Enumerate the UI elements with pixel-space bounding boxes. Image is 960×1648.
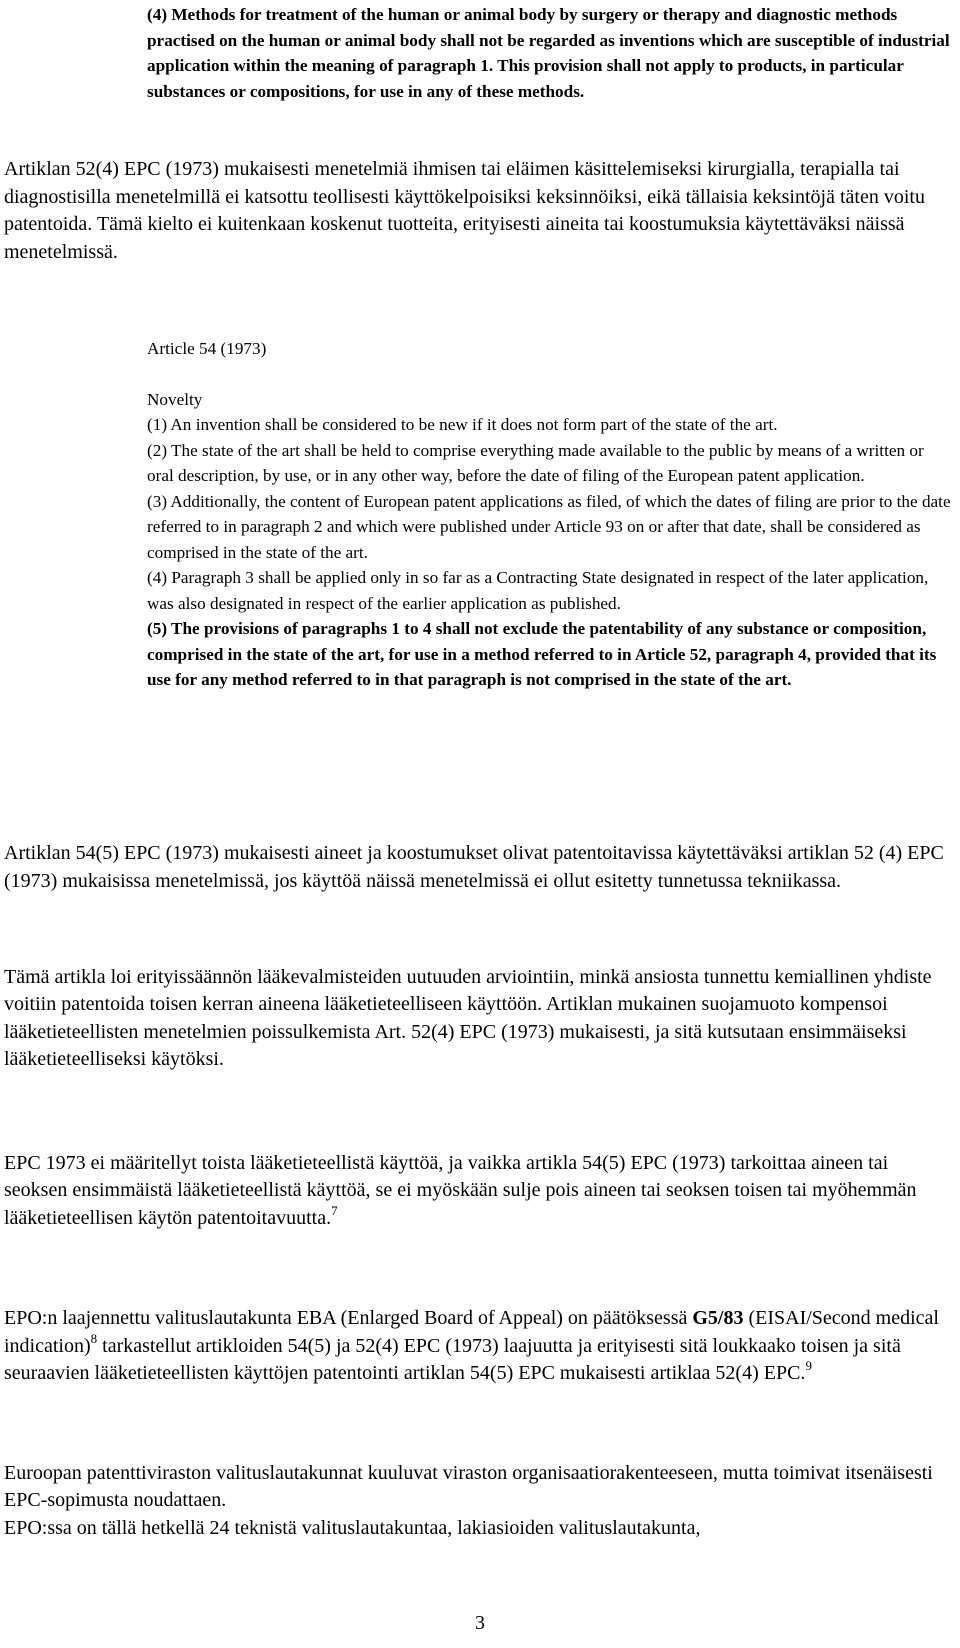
article-54-heading: Article 54 (1973): [147, 339, 267, 358]
footnote-ref-9[interactable]: 9: [805, 1358, 812, 1373]
article-54-paragraph-5: (5) The provisions of paragraphs 1 to 4 shall not exclude the patentability of any substance or composition, comprised in the state of the art, for use in a method referred to in Article 52, paragraph 4, provided that its use for any method referred to in that paragraph is not comprised in the state of the art.: [147, 619, 937, 689]
footnote-ref-8[interactable]: 8: [90, 1330, 98, 1346]
decision-reference: G5/83: [692, 1307, 744, 1329]
quote-article-54: [147, 336, 952, 693]
paragraph-article-54-5-finnish: Artiklan 54(5) EPC (1973) mukaisesti aineet ja koostumukset olivat patentoitavissa käytettäväksi artiklan 52 (4) EPC (1973) mukaisissa menetelmissä, jos käyttöä näissä menetelmissä ei ollut esitetty tunnetussa tekniikassa.: [4, 842, 944, 892]
paragraph-boards-of-appeal: [4, 1460, 954, 1542]
paragraph-enlarged-board-part-2: (EISAI/Second medical indication): [4, 1307, 939, 1357]
article-54-paragraph-2: (2) The state of the art shall be held to comprise everything made available to the public by means of a written or oral description, by use, or in any other way, before the date of filing of the European patent application.: [147, 440, 924, 485]
paragraph-boards-line-2: EPO:ssa on tällä hetkellä 24 teknistä valituslautakuntaa, lakiasioiden valituslautakunta,: [4, 1516, 701, 1539]
paragraph-special-rule: Tämä artikla loi erityissäännön lääkevalmisteiden uutuuden arviointiin, minkä ansiosta tunnettu kemiallinen yhdiste voitiin patentoida toisen kerran aineena lääketieteelliseen käyttöön. Artiklan mukainen suojamuoto kompensoi lääketieteellisten menetelmien poissulkemista Art. 52(4) EPC (1973) mukaisesti, ja sitä kutsutaan ensimmäiseksi lääketieteelliseksi käytöksi.: [4, 966, 932, 1070]
article-54-title: Novelty: [147, 389, 203, 409]
paragraph-article-52-4-finnish: Artiklan 52(4) EPC (1973) mukaisesti menetelmiä ihmisen tai eläimen käsittelemiseksi kirurgialla, terapialla tai diagnostisilla menetelmillä ei katsottu teollisesti käyttökelpoisiksi keksinnöiksi, eikä tällaisia keksintöjä täten voitu patentoida. Tämä kielto ei kuitenkaan koskenut tuotteita, erityisesti aineita tai koostumuksia käytettäväksi näissä menetelmissä.: [4, 158, 925, 263]
article-54-paragraph-3: (3) Additionally, the content of European patent applications as filed, of which the dates of filing are prior to the date referred to in paragraph 2 and which were published under Article 93 on or after that date, shall be considered as comprised in the state of the art.: [147, 491, 951, 562]
paragraph-boards-line-1: Euroopan patenttiviraston valituslautakunnat kuuluvat viraston organisaatiorakenteeseen, mutta toimivat itsenäisesti EPC-sopimusta noudattaen.: [4, 1462, 933, 1512]
quote-article-52-4: (4) Methods for treatment of the human or animal body by surgery or therapy and diagnostic methods practised on the human or animal body shall not be regarded as inventions which are susceptible of industrial application within the meaning of paragraph 1. This provision shall not apply to products, in particular substances or compositions, for use in any of these methods.: [147, 5, 950, 101]
paragraph-second-medical-use: [4, 1150, 954, 1232]
article-54-paragraph-4: (4) Paragraph 3 shall be applied only in so far as a Contracting State designated in respect of the later application, was also designated in respect of the earlier application as published.: [147, 568, 929, 613]
footnote-ref-7[interactable]: 7: [331, 1202, 338, 1218]
paragraph-second-medical-use-text: EPC 1973 ei määritellyt toista lääketieteellistä käyttöä, ja vaikka artikla 54(5) EPC (1973) tarkoittaa aineen tai seoksen ensimmäistä lääketieteellistä käyttöä, se ei myöskään sulje pois aineen tai seoksen toisen tai myöhemmän lääketieteellisen käytön patentoitavuutta.: [4, 1152, 917, 1229]
article-54-paragraph-1: (1) An invention shall be considered to be new if it does not form part of the state of the art.: [147, 415, 778, 434]
paragraph-enlarged-board-part-1: EPO:n laajennettu valituslautakunta EBA (Enlarged Board of Appeal) on päätöksessä: [4, 1307, 693, 1329]
paragraph-enlarged-board-part-3: tarkastellut artikloiden 54(5) ja 52(4) EPC (1973) laajuutta ja erityisesti sitä loukkaako toisen ja sitä seuraavien lääketieteellisten käyttöjen patentointi artiklan 54(5) EPC mukaisesti artiklaa 52(4) EPC.: [4, 1334, 901, 1384]
page-number: 3: [475, 1612, 485, 1634]
paragraph-enlarged-board: [4, 1305, 954, 1388]
